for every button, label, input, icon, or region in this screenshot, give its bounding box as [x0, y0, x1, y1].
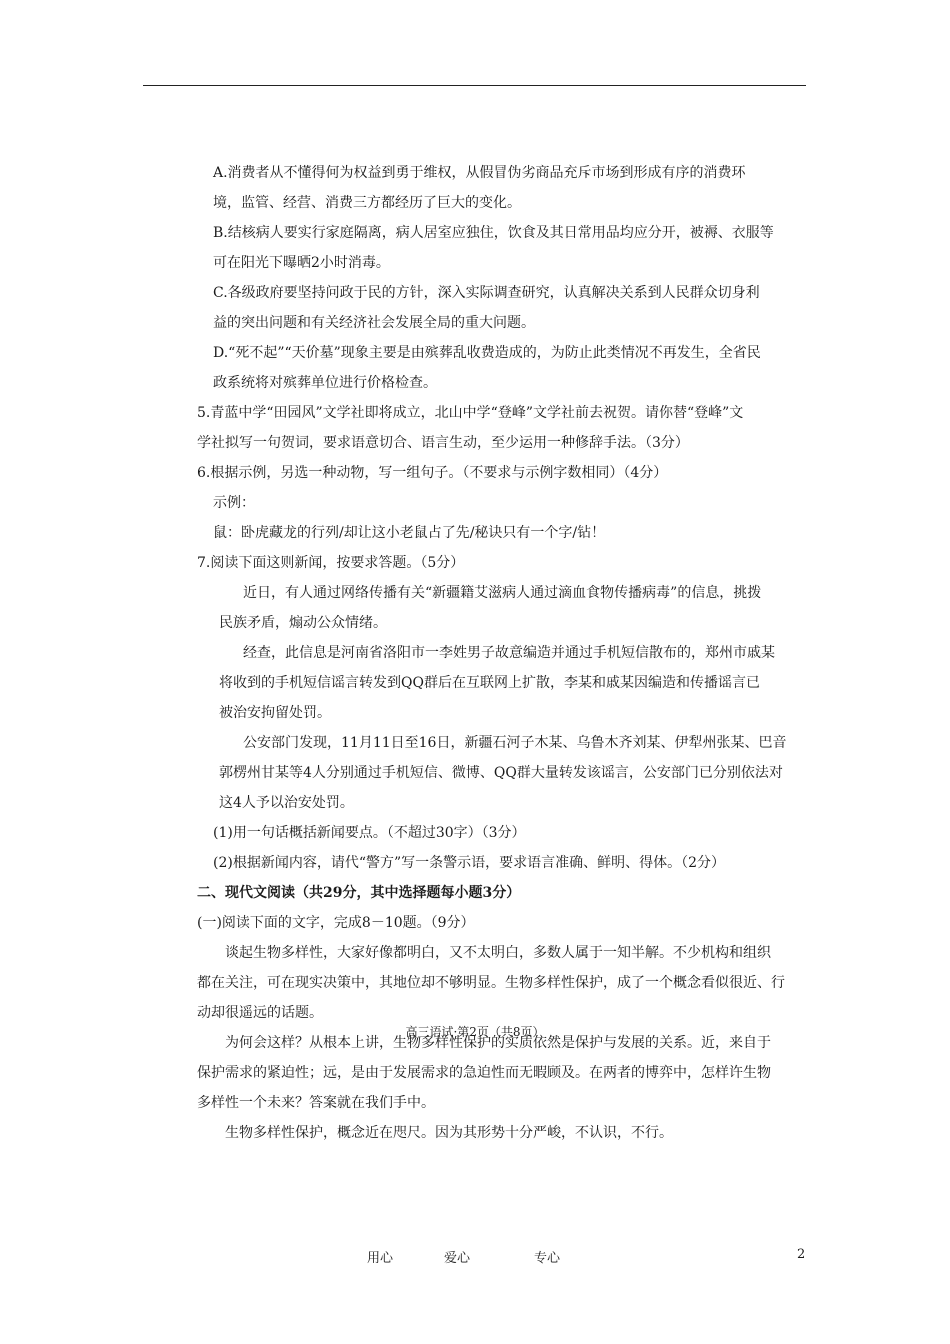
text-line: D.“死不起”“天价墓”现象主要是由殡葬乱收费造成的，为防止此类情况不再发生，全省民 [213, 345, 761, 361]
text-line: 示例： [213, 495, 255, 511]
text-line: 益的突出问题和有关经济社会发展全局的重大问题。 [213, 315, 535, 331]
text-line: 政系统将对殡葬单位进行价格检查。 [213, 375, 437, 391]
text-line: 5.青蓝中学“田园风”文学社即将成立，北山中学“登峰”文学社前去祝贺。请你替“登峰”文 [197, 405, 744, 421]
exam-page-label: 高三语试·第2页（共8页） [405, 1025, 545, 1039]
text-line: 郭楞州甘某等4人分别通过手机短信、微博、QQ群大量转发该谣言，公安部门已分别依法对 [219, 765, 783, 781]
text-line: 动却很遥远的话题。 [197, 1005, 323, 1021]
text-line: 境，监管、经营、消费三方都经历了巨大的变化。 [213, 195, 521, 211]
text-line: 7.阅读下面这则新闻，按要求答题。（5分） [197, 555, 465, 571]
text-line: 鼠：卧虎藏龙的行列/却让这小老鼠占了先/秘诀只有一个字/钻！ [213, 525, 606, 541]
slogan-3: 专心 [534, 1251, 561, 1266]
text-line: 经查，此信息是河南省洛阳市一李姓男子故意编造并通过手机短信散布的，郑州市戚某 [243, 645, 775, 661]
text-line: C.各级政府要坚持问政于民的方针，深入实际调查研究，认真解决关系到人民群众切身利 [213, 285, 760, 301]
exam-body [197, 158, 797, 1148]
text-line: 将收到的手机短信谣言转发到QQ群后在互联网上扩散，李某和戚某因编造和传播谣言已 [219, 675, 760, 691]
header-rule [143, 85, 806, 86]
text-line: 谈起生物多样性，大家好像都明白，又不太明白，多数人属于一知半解。不少机构和组织 [225, 945, 771, 961]
text-line: 民族矛盾，煽动公众情绪。 [219, 615, 387, 631]
text-line: 被治安拘留处罚。 [219, 705, 331, 721]
slogan-1: 用心 [367, 1251, 394, 1266]
text-line: 公安部门发现，11月11日至16日，新疆石河子木某、乌鲁木齐刘某、伊犁州张某、巴音 [243, 735, 787, 751]
text-line: 多样性一个未来？答案就在我们手中。 [197, 1095, 435, 1111]
text-line: 为何会这样？从根本上讲，生物多样性保护的实质依然是保护与发展的关系。近，来自于 [225, 1035, 771, 1051]
text-line: (2)根据新闻内容，请代“警方”写一条警示语，要求语言准确、鲜明、得体。（2分） [213, 855, 726, 871]
text-line: 可在阳光下曝晒2小时消毒。 [213, 255, 390, 271]
page-number: 2 [797, 1247, 806, 1262]
text-line: 都在关注，可在现实决策中，其地位却不够明显。生物多样性保护，成了一个概念看似很近、行 [197, 975, 785, 991]
text-line: 生物多样性保护，概念近在咫尺。因为其形势十分严峻，不认识，不行。 [225, 1125, 673, 1141]
text-line: 保护需求的紧迫性；远，是由于发展需求的急迫性而无暇顾及。在两者的博弈中，怎样许生物 [197, 1065, 771, 1081]
text-line: 二、现代文阅读（共29分，其中选择题每小题3分） [197, 885, 521, 901]
text-line: A.消费者从不懂得何为权益到勇于维权，从假冒伪劣商品充斥市场到形成有序的消费环 [213, 165, 746, 181]
text-line: (1)用一句话概括新闻要点。（不超过30字）（3分） [213, 825, 526, 841]
text-line: 这4人予以治安处罚。 [219, 795, 354, 811]
text-line: (一)阅读下面的文字，完成8－10题。（9分） [197, 915, 475, 931]
slogan-2: 爱心 [444, 1251, 471, 1266]
text-line: 学社拟写一句贺词，要求语意切合、语言生动，至少运用一种修辞手法。（3分） [197, 435, 689, 451]
text-line: 6.根据示例，另选一种动物，写一组句子。（不要求与示例字数相同）（4分） [197, 465, 668, 481]
text-line: 近日，有人通过网络传播有关“新疆籍艾滋病人通过滴血食物传播病毒”的信息，挑拨 [243, 585, 762, 601]
text-line: B.结核病人要实行家庭隔离，病人居室应独住，饮食及其日常用品均应分开，被褥、衣服等 [213, 225, 774, 241]
